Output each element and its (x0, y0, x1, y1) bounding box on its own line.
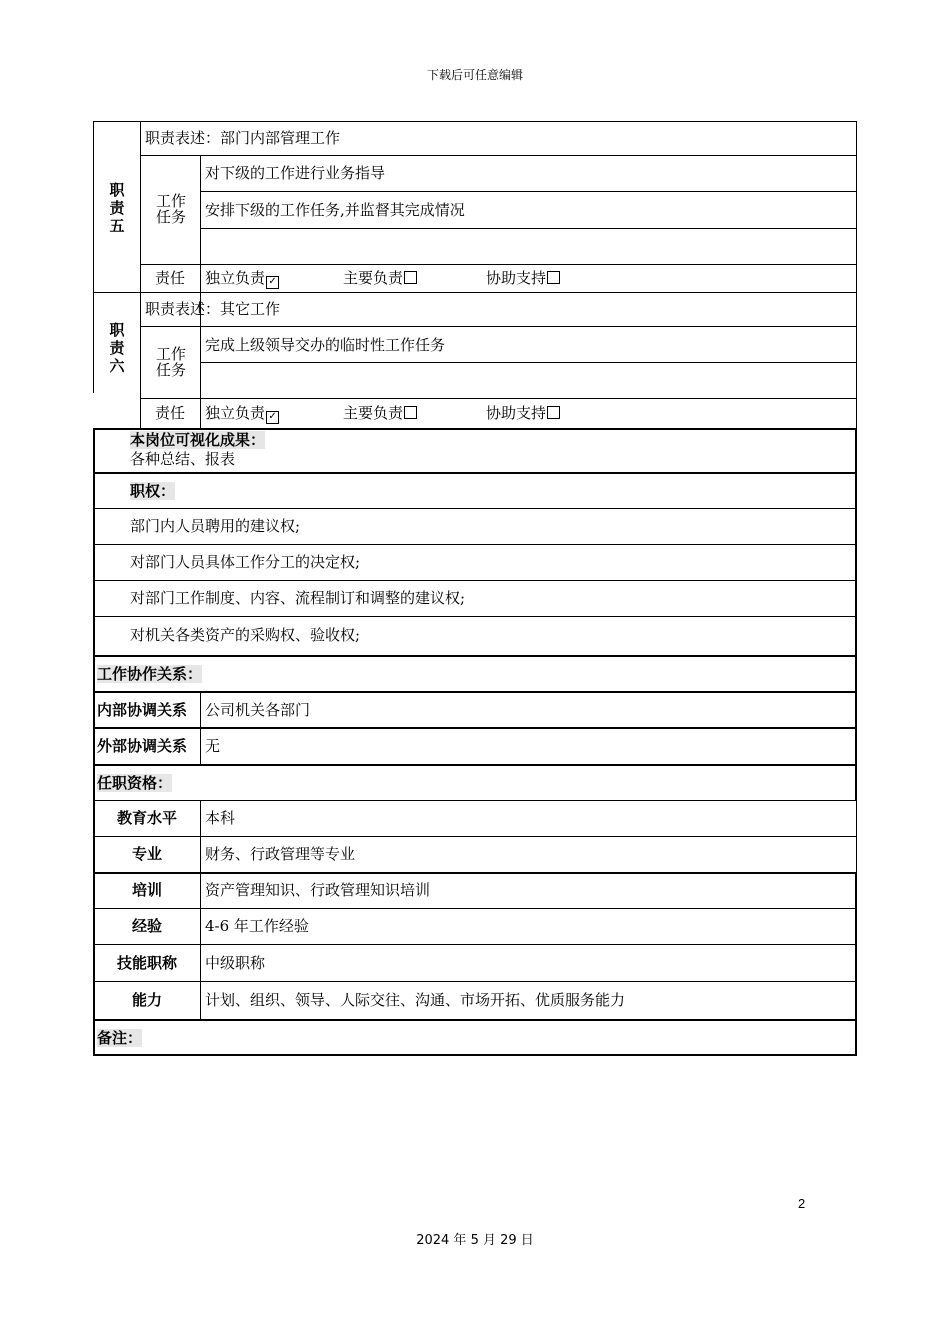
footer-date: 2024 年 5 月 29 日 (416, 1233, 534, 1248)
duty5-option-main[interactable]: 主要负责 (343, 269, 417, 287)
checkbox-checked-icon[interactable]: ✓ (266, 276, 279, 289)
duty5-task-2: 安排下级的工作任务,并监督其完成情况 (205, 201, 465, 219)
qualification-value-experience: 4-6 年工作经验 (205, 917, 309, 935)
duty6-label: 职责六 (109, 321, 125, 375)
qualification-value-major: 财务、行政管理等专业 (205, 845, 356, 863)
qualification-label-ability: 能力 (131, 991, 162, 1009)
internal-coordination-label: 内部协调关系 (97, 701, 188, 719)
duty6-responsibility-label: 责任 (155, 404, 186, 422)
external-coordination-label: 外部协调关系 (97, 737, 188, 755)
external-coordination-value: 无 (205, 737, 221, 755)
duty5-responsibility-label: 责任 (155, 269, 186, 287)
qualification-value-education: 本科 (205, 809, 236, 827)
qualifications-title: 任职资格： (97, 774, 173, 792)
internal-coordination-value: 公司机关各部门 (205, 701, 311, 719)
page-number: 2 (798, 1196, 806, 1211)
page-header-note: 下载后可任意编辑 (426, 68, 523, 82)
authority-title: 职权： (130, 482, 176, 500)
duty5-option-assist[interactable]: 协助支持 (486, 269, 560, 287)
authority-item: 对部门工作制度、内容、流程制订和调整的建议权; (130, 589, 466, 607)
duty5-task-label: 工作任务 (155, 192, 186, 226)
duty6-option-assist[interactable]: 协助支持 (486, 404, 560, 422)
authority-item: 对机关各类资产的采购权、验收权; (130, 626, 361, 644)
qualification-label-title: 技能职称 (116, 954, 177, 972)
duty6-option-main[interactable]: 主要负责 (343, 404, 417, 422)
qualification-value-title: 中级职称 (205, 954, 266, 972)
qualification-label-training: 培训 (131, 881, 162, 899)
duty6-description: 职责表述：其它工作 (145, 300, 281, 318)
duty6-option-independent[interactable]: 独立负责 ✓ (205, 404, 279, 424)
qualification-label-education: 教育水平 (116, 809, 177, 827)
qualification-value-ability: 计划、组织、领导、人际交往、沟通、市场开拓、优质服务能力 (205, 991, 626, 1009)
qualification-label-experience: 经验 (131, 917, 162, 935)
checkbox-icon[interactable] (404, 406, 417, 419)
remarks-title: 备注： (97, 1029, 143, 1047)
duty5-task-1: 对下级的工作进行业务指导 (205, 164, 386, 182)
duty5-description: 职责表述：部门内部管理工作 (145, 129, 341, 147)
checkbox-icon[interactable] (547, 271, 560, 284)
cooperation-title: 工作协作关系： (97, 665, 203, 683)
qualification-label-major: 专业 (131, 845, 162, 863)
checkbox-icon[interactable] (404, 271, 417, 284)
duty6-task-1: 完成上级领导交办的临时性工作任务 (205, 336, 446, 354)
qualification-value-training: 资产管理知识、行政管理知识培训 (205, 881, 431, 899)
checkbox-icon[interactable] (547, 406, 560, 419)
authority-item: 部门内人员聘用的建议权; (130, 517, 301, 535)
duty5-label: 职责五 (109, 181, 125, 235)
duty5-option-independent[interactable]: 独立负责 ✓ (205, 269, 279, 289)
results-title: 本岗位可视化成果： (130, 431, 266, 449)
authority-item: 对部门人员具体工作分工的决定权; (130, 553, 361, 571)
checkbox-checked-icon[interactable]: ✓ (266, 411, 279, 424)
results-content: 各种总结、报表 (130, 450, 236, 468)
duty6-task-label: 工作任务 (155, 345, 186, 379)
